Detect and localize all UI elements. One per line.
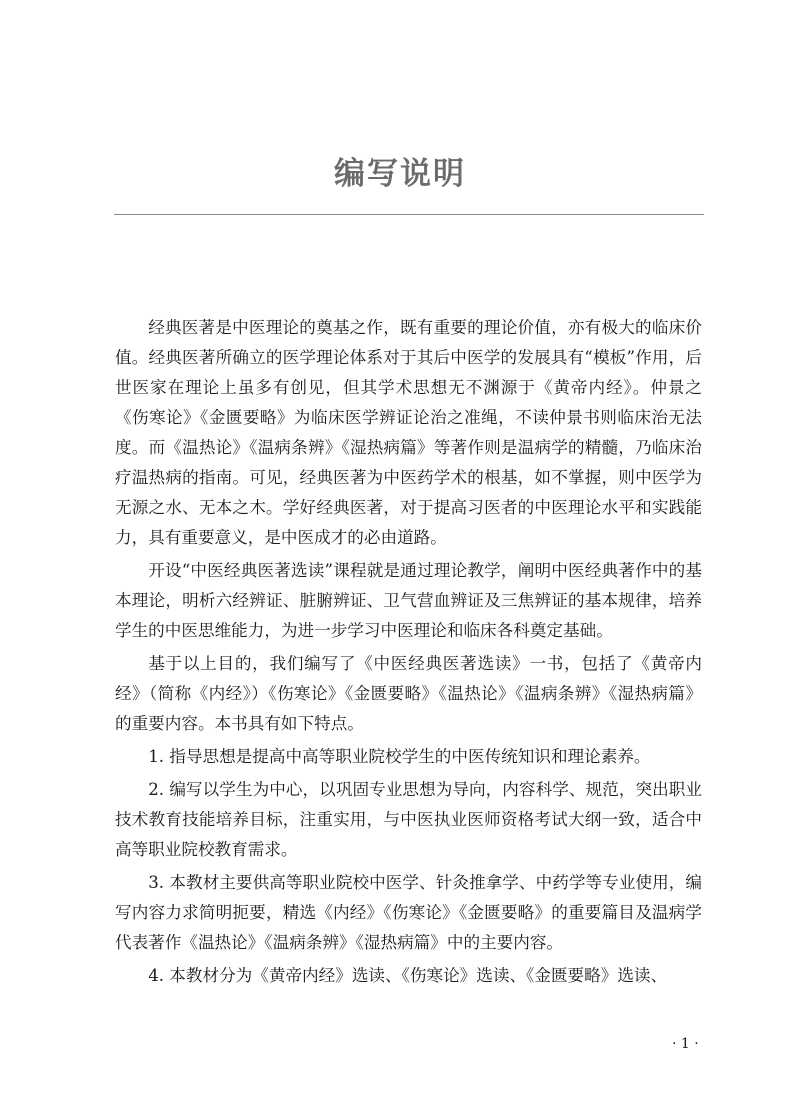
list-item-1: 1. 指导思想是提高中高等职业院校学生的中医传统知识和理论素养。	[148, 747, 651, 766]
page-title: 编写说明	[334, 156, 466, 192]
list-item-3: 3. 本教材主要供高等职业院校中医学、针灸推拿学、中药学等专业使用，编写内容力求简明扼要，精选《内经》《伤寒论》《金匮要略》的重要篇目及温病学代表著作《温热论》《温病条辨》《湿热病篇》中的主要内容。	[115, 873, 702, 952]
paragraph-1: 经典医著是中医理论的奠基之作，既有重要的理论价值，亦有极大的临床价值。经典医著所确立的医学理论体系对于其后中医学的发展具有“模板”作用，后世医家在理论上虽多有创见，但其学术思想无不渊源于《黄帝内经》。仲景之《伤寒论》《金匮要略》为临床医学辨证论治之准绳，不读仲景书则临床治无法度。而《温热论》《温病条辨》《湿热病篇》等著作则是温病学的精髓，乃临床治疗温热病的指南。可见，经典医著为中医药学术的根基，如不掌握，则中医学为无源之水、无本之木。学好经典医著，对于提高习医者的中医理论水平和实践能力，具有重要意义，是中医成才的必由道路。	[115, 318, 702, 547]
page-number: · 1 ·	[672, 1036, 699, 1052]
paragraph-2: 开设“中医经典医著选读”课程就是通过理论教学，阐明中医经典著作中的基本理论，明析六经辨证、脏腑辨证、卫气营血辨证及三焦辨证的基本规律，培养学生的中医思维能力，为进一步学习中医理论和临床各科奠定基础。	[115, 561, 702, 640]
list-item-4: 4. 本教材分为《黄帝内经》选读、《伤寒论》选读、《金匮要略》选读、	[148, 966, 668, 985]
body-text	[115, 313, 702, 994]
title-divider	[114, 214, 704, 215]
list-item-2: 2. 编写以学生为中心，以巩固专业思想为导向，内容科学、规范，突出职业技术教育技能培养目标，注重实用，与中医执业医师资格考试大纲一致，适合中高等职业院校教育需求。	[115, 780, 702, 859]
paragraph-3: 基于以上目的，我们编写了《中医经典医著选读》一书，包括了《黄帝内经》（简称《内经》）《伤寒论》《金匮要略》《温热论》《温病条辨》《湿热病篇》的重要内容。本书具有如下特点。	[115, 654, 702, 733]
